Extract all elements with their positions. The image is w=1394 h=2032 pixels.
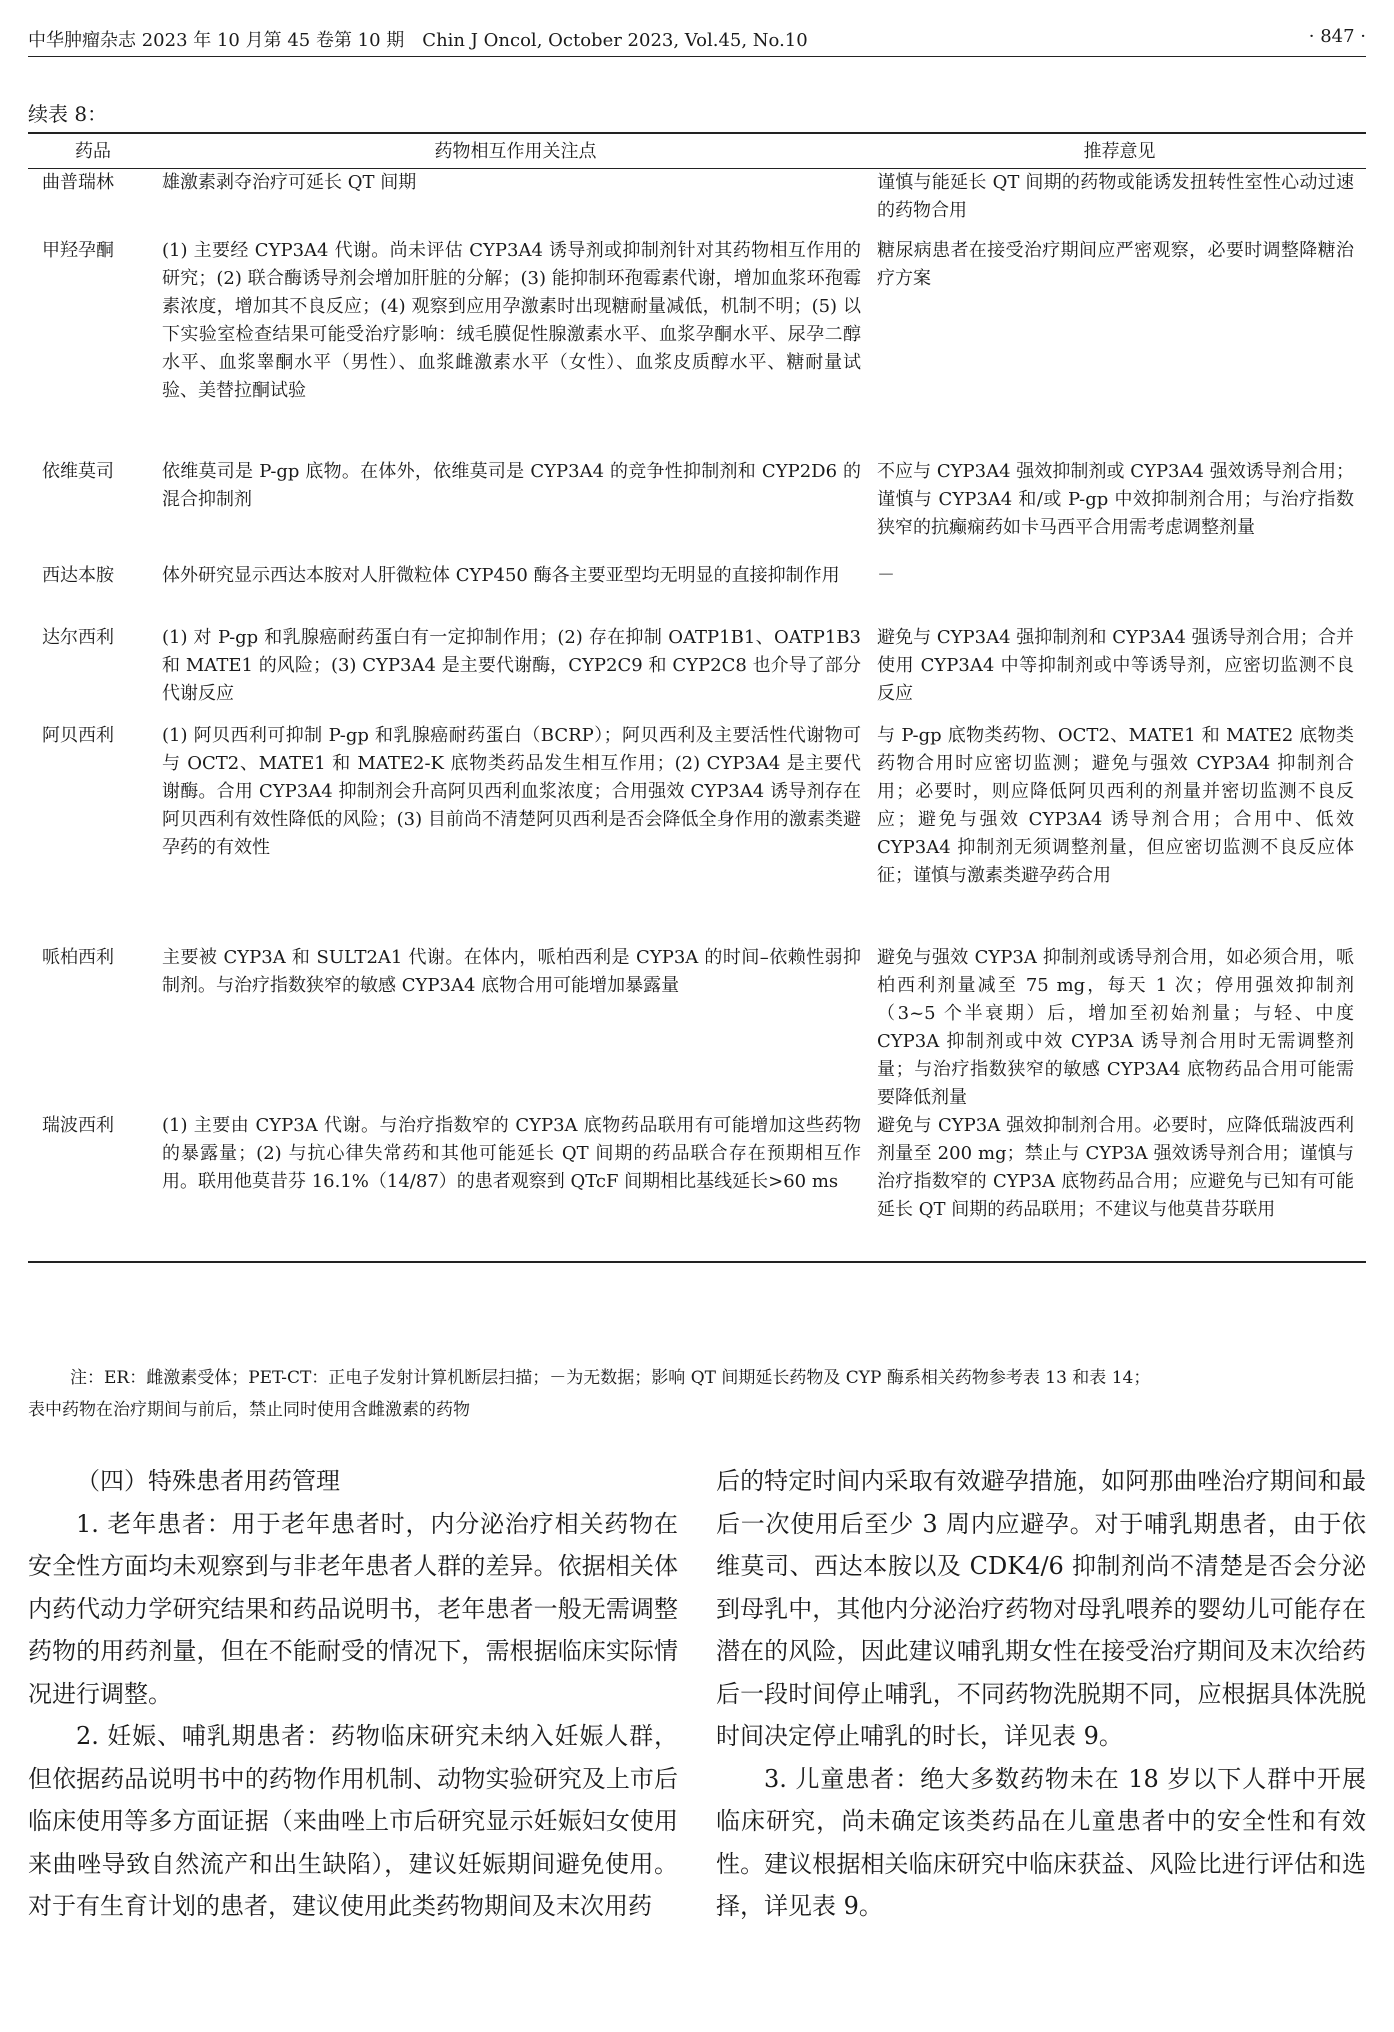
table-footnote bbox=[28, 1362, 1366, 1426]
table-row bbox=[28, 562, 1366, 624]
paragraph-pregnancy: 2. 妊娠、哺乳期患者：药物临床研究未纳入妊娠人群，但依据药品说明书中的药物作用机制、动物实验研究及上市后临床使用等多方面证据（来曲唑上市后研究显示妊娠妇女使用来曲唑导致自然流产和出生缺陷），建议妊娠期间避免使用。对于有生育计划的患者，建议使用此类药物期间及末次用药 bbox=[28, 1722, 678, 1920]
table-header-row bbox=[28, 133, 1366, 169]
interaction-cell: 主要被 CYP3A 和 SULT2A1 代谢。在体内，哌柏西利是 CYP3A 的时间–依赖性弱抑制剂。与治疗指数狭窄的敏感 CYP3A4 底物合用可能增加暴露量 bbox=[162, 946, 861, 996]
recommendation-cell: － bbox=[877, 564, 895, 586]
drug-name: 甲羟孕酮 bbox=[42, 239, 114, 261]
drug-name: 哌柏西利 bbox=[42, 946, 114, 968]
paragraph-pregnancy-continued: 后的特定时间内采取有效避孕措施，如阿那曲唑治疗期间和最后一次使用后至少 3 周内应避孕。对于哺乳期患者，由于依维莫司、西达本胺以及 CDK4/6 抑制剂尚不清楚是否会分泌到母乳中，其他内分泌治疗药物对母乳喂养的婴幼儿可能存在潜在的风险，因此建议哺乳期女性在接受治疗期间及末次给药后一段时间停止哺乳，不同药物洗脱期不同，应根据具体洗脱时间决定停止哺乳的时长，详见表 9。 bbox=[716, 1467, 1366, 1750]
drug-name: 依维莫司 bbox=[42, 460, 114, 482]
footnote-line: 注：ER：雌激素受体；PET-CT：正电子发射计算机断层扫描；－为无数据；影响 QT 间期延长药物及 CYP 酶系相关药物参考表 13 和表 14； bbox=[70, 1368, 1151, 1388]
interaction-cell: (1) 对 P-gp 和乳腺癌耐药蛋白有一定抑制作用；(2) 存在抑制 OATP1B1、OATP1B3 和 MATE1 的风险；(3) CYP3A4 是主要代谢酶，CYP2C9 和 CYP2C8 也介导了部分代谢反应 bbox=[162, 626, 861, 704]
table-caption: 续表 8： bbox=[28, 102, 108, 126]
section-title: （四）特殊患者用药管理 bbox=[76, 1467, 340, 1495]
page-number: · 847 · bbox=[1308, 26, 1366, 47]
recommendation-cell: 与 P-gp 底物类药物、OCT2、MATE1 和 MATE2 底物类药物合用时应密切监测；避免与强效 CYP3A4 抑制剂合用；必要时，则应降低阿贝西利的剂量并密切监测不良反应；避免与强效 CYP3A4 诱导剂合用；合用中、低效 CYP3A4 抑制剂无须调整剂量，但应密切监测不良反应体征；谨慎与激素类避孕药合用 bbox=[877, 724, 1354, 886]
recommendation-cell: 避免与 CYP3A 强效抑制剂合用。必要时，应降低瑞波西利剂量至 200 mg；禁止与 CYP3A 强效诱导剂合用；谨慎与治疗指数窄的 CYP3A 底物药品合用；应避免与已知有可能延长 QT 间期的药品联用；不建议与他莫昔芬联用 bbox=[877, 1114, 1354, 1220]
interaction-cell: (1) 主要经 CYP3A4 代谢。尚未评估 CYP3A4 诱导剂或抑制剂针对其药物相互作用的研究；(2) 联合酶诱导剂会增加肝脏的分解；(3) 能抑制环孢霉素代谢，增加血浆环孢霉素浓度，增加其不良反应；(4) 观察到应用孕激素时出现糖耐量减低，机制不明；(5) 以下实验室检查结果可能受治疗影响：绒毛膜促性腺激素水平、血浆孕酮水平、尿孕二醇水平、血浆睾酮水平（男性）、血浆雌激素水平（女性）、血浆皮质醇水平、糖耐量试验、美替拉酮试验 bbox=[162, 239, 861, 401]
table-row bbox=[28, 944, 1366, 1112]
drug-name: 达尔西利 bbox=[42, 626, 114, 648]
body-column-left bbox=[28, 1460, 678, 1928]
table-row bbox=[28, 1112, 1366, 1262]
body-column-right bbox=[716, 1460, 1366, 1928]
recommendation-cell: 不应与 CYP3A4 强效抑制剂或 CYP3A4 强效诱导剂合用；谨慎与 CYP3A4 和/或 P-gp 中效抑制剂合用；与治疗指数狭窄的抗癫痫药如卡马西平合用需考虑调整剂量 bbox=[877, 460, 1354, 538]
recommendation-cell: 避免与强效 CYP3A 抑制剂或诱导剂合用，如必须合用，哌柏西利剂量减至 75 mg，每天 1 次；停用强效抑制剂（3~5 个半衰期）后，增加至初始剂量；与轻、中度 CYP3A 抑制剂或中效 CYP3A 诱导剂合用时无需调整剂量；与治疗指数狭窄的敏感 CYP3A4 底物药品合用可能需要降低剂量 bbox=[877, 946, 1354, 1108]
recommendation-cell: 谨慎与能延长 QT 间期的药物或能诱发扭转性室性心动过速的药物合用 bbox=[877, 172, 1354, 221]
drug-name: 瑞波西利 bbox=[42, 1114, 114, 1136]
interaction-cell: 雄激素剥夺治疗可延长 QT 间期 bbox=[162, 172, 417, 193]
running-header bbox=[28, 22, 1366, 57]
drug-name: 曲普瑞林 bbox=[42, 172, 114, 193]
table-row bbox=[28, 722, 1366, 944]
drug-name: 西达本胺 bbox=[42, 564, 114, 586]
table-row bbox=[28, 624, 1366, 722]
interaction-cell: 依维莫司是 P-gp 底物。在体外，依维莫司是 CYP3A4 的竞争性抑制剂和 CYP2D6 的混合抑制剂 bbox=[162, 460, 861, 510]
interaction-cell: 体外研究显示西达本胺对人肝微粒体 CYP450 酶各主要亚型均无明显的直接抑制作用 bbox=[162, 564, 840, 586]
drug-name: 阿贝西利 bbox=[42, 724, 114, 746]
interaction-cell: (1) 主要由 CYP3A 代谢。与治疗指数窄的 CYP3A 底物药品联用有可能增加这些药物的暴露量；(2) 与抗心律失常药和其他可能延长 QT 间期的药品联合存在预期相互作用。联用他莫昔芬 16.1%（14/87）的患者观察到 QTcF 间期相比基线延长>60 ms bbox=[162, 1114, 861, 1192]
header-drug: 药品 bbox=[75, 141, 111, 162]
paragraph-elderly: 1. 老年患者：用于老年患者时，内分泌治疗相关药物在安全性方面均未观察到与非老年患者人群的差异。依据相关体内药代动力学研究结果和药品说明书，老年患者一般无需调整药物的用药剂量，但在不能耐受的情况下，需根据临床实际情况进行调整。 bbox=[28, 1509, 678, 1708]
paragraph-children: 3. 儿童患者：绝大多数药物未在 18 岁以下人群中开展临床研究，尚未确定该类药品在儿童患者中的安全性和有效性。建议根据相关临床研究中临床获益、风险比进行评估和选择，详见表 9。 bbox=[716, 1764, 1366, 1920]
header-interaction: 药物相互作用关注点 bbox=[434, 141, 597, 162]
table-row bbox=[28, 458, 1366, 562]
recommendation-cell: 糖尿病患者在接受治疗期间应严密观察，必要时调整降糖治疗方案 bbox=[877, 239, 1354, 289]
table-row bbox=[28, 228, 1366, 458]
table-row bbox=[28, 169, 1366, 228]
interaction-cell: (1) 阿贝西利可抑制 P-gp 和乳腺癌耐药蛋白（BCRP）；阿贝西利及主要活性代谢物可与 OCT2、MATE1 和 MATE2-K 底物类药品发生相互作用；(2) CYP3A4 是主要代谢酶。合用 CYP3A4 抑制剂会升高阿贝西利血浆浓度；合用强效 CYP3A4 诱导剂存在阿贝西利有效性降低的风险；(3) 目前尚不清楚阿贝西利是否会降低全身作用的激素类避孕药的有效性 bbox=[162, 724, 861, 858]
footnote-line: 表中药物在治疗期间与前后，禁止同时使用含雌激素的药物 bbox=[28, 1400, 470, 1420]
journal-citation: 中华肿瘤杂志 2023 年 10 月第 45 卷第 10 期 Chin J Oncol, October 2023, Vol.45, No.10 bbox=[28, 30, 808, 51]
header-recommendation: 推荐意见 bbox=[1083, 141, 1156, 162]
drug-interaction-table bbox=[28, 132, 1366, 1263]
recommendation-cell: 避免与 CYP3A4 强抑制剂和 CYP3A4 强诱导剂合用；合并使用 CYP3A4 中等抑制剂或中等诱导剂，应密切监测不良反应 bbox=[877, 626, 1354, 704]
